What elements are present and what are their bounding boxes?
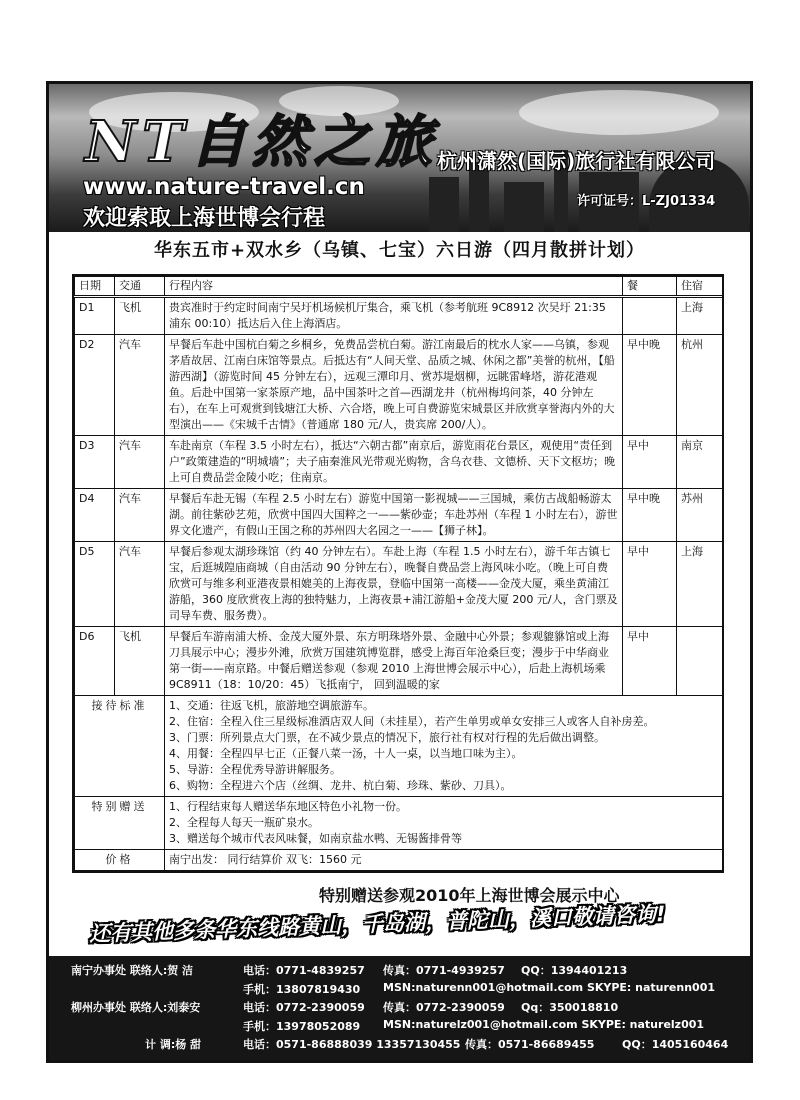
standards-list: [165, 696, 723, 797]
row-content: 早餐后车赴中国杭白菊之乡桐乡，免费品尝杭白菊。游江南最后的枕水人家——乌镇，参观茅盾故居、江南白床馆等景点。后抵达有“人间天堂、品质之城、休闲之都”美誉的杭州，【船游西湖】（游览时间 45 分钟左右），远观三潭印月、赏苏堤烟柳，远眺雷峰塔，游花港观鱼。后赴中国第一家茶原产地，品中国茶叶之首—西湖龙井（杭州梅坞问茶，40 分钟左右），在车上可观赏到钱塘江大桥、六合塔，晚上可自费游览宋城景区并欣赏享誉海内外的大型演出——《宋城千古情》（普通席 180 元/人，贵宾席 200/人）。: [165, 335, 623, 436]
table-row: [75, 489, 723, 542]
row-meal: 早中: [623, 542, 677, 627]
header-day: 日期: [75, 277, 115, 297]
brand-logo: NT自然之旅: [85, 109, 438, 175]
row-day: D1: [75, 297, 115, 335]
row-transport: 飞机: [115, 297, 165, 335]
welcome-banner-text: 欢迎索取上海世博会行程: [83, 206, 326, 231]
standards-row: [75, 696, 723, 797]
row-stay: 上海: [677, 542, 723, 627]
table-header-row: [75, 277, 723, 297]
row-meal: 早中晚: [623, 335, 677, 436]
price-label: 价格: [75, 850, 165, 871]
gifts-list: [165, 797, 723, 850]
row-transport: 飞机: [115, 627, 165, 696]
fax-number: 传真：0771-4939257: [383, 964, 505, 977]
list-item: 5、导游：全程优秀导游讲解服务。: [169, 763, 341, 776]
flyer: [46, 81, 753, 1063]
row-day: D5: [75, 542, 115, 627]
table-row: [75, 436, 723, 489]
tour-title: 华东五市+双水乡（乌镇、七宝）六日游（四月散拼计划）: [153, 240, 646, 261]
website-url[interactable]: www.nature-travel.cn: [83, 174, 365, 200]
row-meal: 早中晚: [623, 489, 677, 542]
special-gift-text: 特别赠送参观2010年上海世博会展示中心: [319, 886, 620, 905]
row-transport: 汽车: [115, 436, 165, 489]
gifts-label: 特别赠送: [75, 797, 165, 850]
mobile-number: 手机：13807819430: [243, 982, 361, 996]
header-content: 行程内容: [165, 277, 623, 297]
itinerary-table-frame: [72, 274, 724, 873]
row-stay: 南京: [677, 436, 723, 489]
list-item: 4、用餐：全程四早七正（正餐八菜一汤，十人一桌，以当地口味为主）。: [169, 747, 523, 760]
planner-contact: 计 调:杨 甜: [145, 1038, 202, 1051]
msn-skype: MSN:naturenn001@hotmail.com SKYPE: naturenn001: [383, 980, 716, 994]
row-content: 早餐后车赴无锡（车程 2.5 小时左右）游览中国第一影视城——三国城，乘仿古战船畅游太湖。前往紫砂艺苑，欣赏中国四大国粹之一——紫砂壶；车赴苏州（车程 1 小时左右），游世界文化遗产，有假山王国之称的苏州四大名园之一——【狮子林】。: [165, 489, 623, 542]
row-stay: 苏州: [677, 489, 723, 542]
phone-number: 电话：0571-86888039 13357130455: [243, 1038, 461, 1051]
header-meal: 餐: [623, 277, 677, 297]
row-transport: 汽车: [115, 542, 165, 627]
table-row: [75, 542, 723, 627]
header-banner: [49, 84, 750, 232]
list-item: 2、住宿：全程入住三星级标准酒店双人间（未挂星），若产生单男或单女安排三人或客人自补房差。: [169, 715, 655, 728]
row-meal: 早中: [623, 436, 677, 489]
price-row: [75, 850, 723, 871]
office-contact: 柳州办事处 联络人:刘泰安: [71, 1001, 201, 1014]
contact-row: [49, 1036, 750, 1055]
list-item: 2、全程每人每天一瓶矿泉水。: [169, 816, 319, 829]
phone-number: 电话：0771-4839257: [243, 964, 365, 977]
row-content: 早餐后车游南浦大桥、金茂大厦外景、东方明珠塔外景、金融中心外景；参观貔貅馆或上海刀具展示中心；漫步外滩，欣赏万国建筑博览群，感受上海百年沧桑巨变；漫步于中华商业第一街——南京路。中餐后赠送参观（参观 2010 上海世博会展示中心），后赴上海机场乘 9C8911（18：10/20：45）飞抵南宁， 回到温暖的家: [165, 627, 623, 696]
contact-row: [49, 999, 750, 1018]
fax-number: 传真：0772-2390059: [383, 1001, 505, 1014]
contact-row: [49, 981, 750, 1000]
row-transport: 汽车: [115, 335, 165, 436]
row-stay: [677, 627, 723, 696]
qq-number: Qq：350018810: [521, 1001, 619, 1014]
table-row: [75, 627, 723, 696]
list-item: 3、门票：所列景点大门票，在不减少景点的情况下，旅行社有权对行程的先后做出调整。: [169, 731, 605, 744]
phone-number: 电话：0772-2390059: [243, 1001, 365, 1014]
row-content: 贵宾准时于约定时间南宁吴圩机场候机厅集合，乘飞机（参考航班 9C8912 次吴圩 21:35 浦东 00:10）抵达后入住上海酒店。: [165, 297, 623, 335]
table-row: [75, 335, 723, 436]
row-day: D4: [75, 489, 115, 542]
row-day: D3: [75, 436, 115, 489]
itinerary-table: [74, 276, 723, 871]
row-meal: 早中: [623, 627, 677, 696]
row-transport: 汽车: [115, 489, 165, 542]
company-name: 杭州潇然(国际)旅行社有限公司: [437, 149, 716, 173]
standards-label: 接待标准: [75, 696, 165, 797]
mobile-number: 手机：13978052089: [243, 1019, 361, 1033]
list-item: 1、行程结束每人赠送华东地区特色小礼物一份。: [169, 800, 407, 813]
office-contact: 南宁办事处 联络人:贺 洁: [71, 964, 194, 977]
table-row: [75, 297, 723, 335]
row-stay: 杭州: [677, 335, 723, 436]
list-item: 3、赠送每个城市代表风味餐，如南京盐水鸭、无锡酱排骨等: [169, 832, 462, 845]
row-content: 车赴南京（车程 3.5 小时左右），抵达“六朝古都”南京后，游览雨花台景区，观使用“责任到户”政策建造的“明城墙”；夫子庙秦淮风光带观光购物，含乌衣巷、文德桥、天下文枢坊；晚上可自费品尝金陵小吃；住南京。: [165, 436, 623, 489]
row-stay: 上海: [677, 297, 723, 335]
contact-row: [49, 1018, 750, 1037]
list-item: 1、交通：往返飞机，旅游地空调旅游车。: [169, 699, 374, 712]
row-content: 早餐后参观太湖珍珠馆（约 40 分钟左右）。车赴上海（车程 1.5 小时左右），游千年古镇七宝，后逛城隍庙商城（自由活动 90 分钟左右），晚餐自费品尝上海风味小吃。（晚上可自费欣赏可与维多利亚港夜景相媲美的上海夜景，登临中国第一高楼——金茂大厦，乘坐黄浦江游船，360 度欣赏夜上海的独特魅力，上海夜景+浦江游船+金茂大厦 200 元/人，含门票及司导车费、服务费）。: [165, 542, 623, 627]
price-value: 南宁出发： 同行结算价 双飞：1560 元: [165, 850, 723, 871]
contact-footer: [49, 956, 750, 1060]
license-number: 许可证号：L-ZJ01334: [577, 194, 716, 209]
contact-row: [49, 962, 750, 981]
header-stay: 住宿: [677, 277, 723, 297]
row-meal: [623, 297, 677, 335]
fax-number: 传真：0571-86689455: [465, 1038, 595, 1051]
row-day: D2: [75, 335, 115, 436]
promo-text: 还有其他多条华东线路黄山，千岛湖，普陀山，溪口敬请咨询!: [88, 901, 666, 947]
header-transport: 交通: [115, 277, 165, 297]
msn-skype: MSN:naturelz001@hotmail.com SKYPE: naturelz001: [383, 1017, 705, 1031]
row-day: D6: [75, 627, 115, 696]
qq-number: QQ：1405160464: [622, 1038, 729, 1051]
gifts-row: [75, 797, 723, 850]
list-item: 6、购物：全程进六个店（丝绸、龙井、杭白菊、珍珠、紫砂、刀具）。: [169, 779, 512, 792]
qq-number: QQ：1394401213: [521, 964, 628, 977]
